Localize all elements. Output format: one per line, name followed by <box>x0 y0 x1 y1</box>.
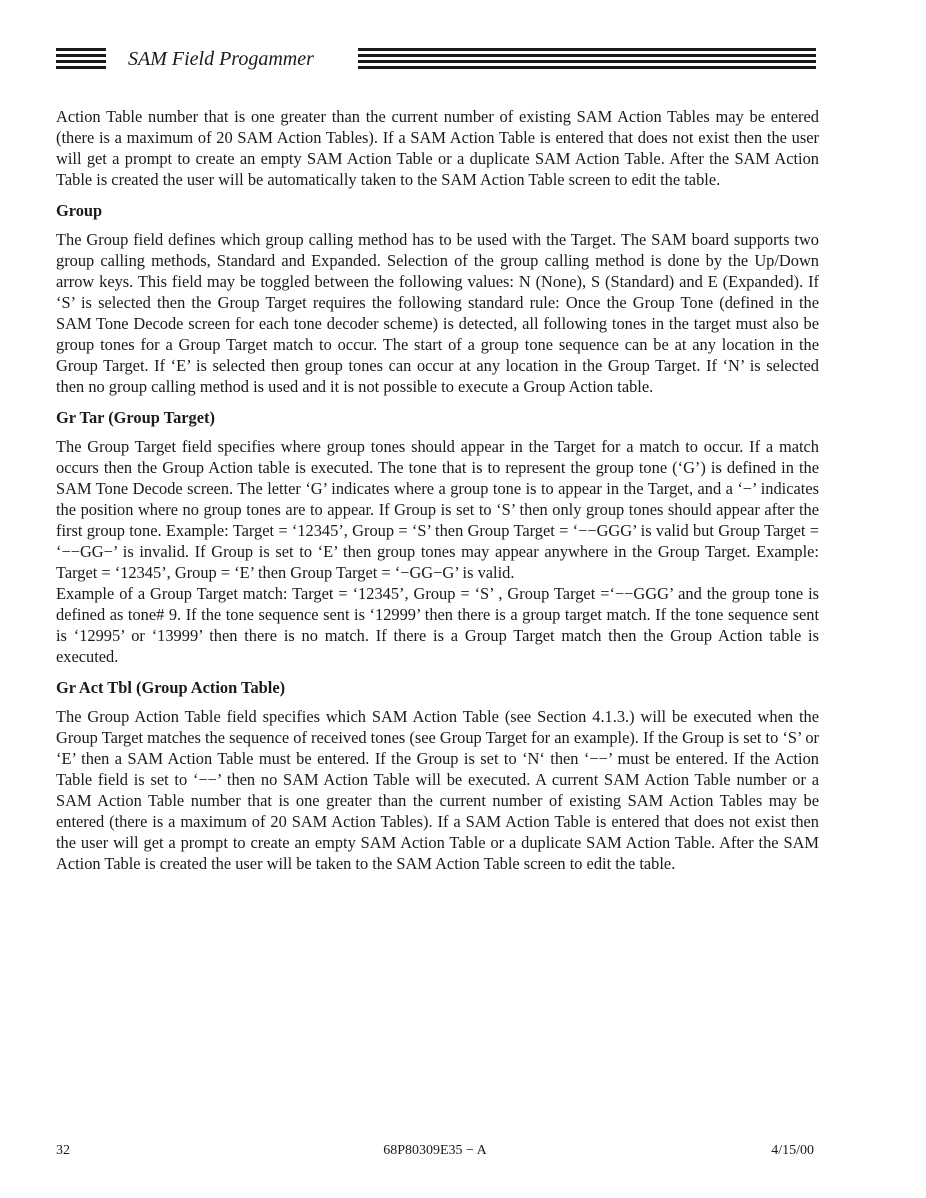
document-id: 68P80309E35 − A <box>383 1143 487 1158</box>
page-body <box>56 106 819 874</box>
body-paragraph: The Group field defines which group calling method has to be used with the Target. The SAM board supports two group calling methods, Standard and Expanded. Selection of the group calling method is done by the Up/Down arrow keys. This field may be toggled between the following values: N (None), S (Standard) and E (Expanded). If ‘S’ is selected then the Group Target requires the following standard rule: Once the Group Tone (defined in the SAM Tone Decode screen for each tone decoder scheme) is detected, all following tones in the target must also be group tones for a Group Target match to occur. The start of a group tone sequence can be at any location in the Group Target. If ‘E’ is selected then group tones can occur at any location in the Group Target. If ‘N’ is selected then no group calling method is used and it is not possible to execute a Group Action table. <box>56 230 819 396</box>
page-number: 32 <box>56 1143 70 1158</box>
body-paragraph: Example of a Group Target match: Target = ‘12345’, Group = ‘S’ , Group Target =‘−−GGG’ and the group tone is defined as tone# 9. If the tone sequence sent is ‘12999’ then there is a group target match. If the tone sequence sent is ‘12995’ or ‘13999’ then there is no match. If there is a Group Target match then the Group Action table is executed. <box>56 584 819 666</box>
page-footer <box>56 1141 814 1161</box>
section-heading: Gr Tar (Group Target) <box>56 408 215 427</box>
body-paragraph: The Group Target field specifies where group tones should appear in the Target for a match to occur. If a match occurs then the Group Action table is executed. The tone that is to represent the group tone (‘G’) is defined in the SAM Tone Decode screen. The letter ‘G’ indicates where a group tone is to appear in the Target, and a ‘−’ indicates the position where no group tones are to appear. If Group is set to ‘S’ then only group tones should appear after the first group tone. Example: Target = ‘12345’, Group = ‘S’ then Group Target = ‘−−GGG’ is valid but Group Target = ‘−−GG−’ is invalid. If Group is set to ‘E’ then group tones may appear anywhere in the Group Target. Example: Target = ‘12345’, Group = ‘E’ then Group Target = ‘−GG−G’ is valid. <box>56 437 819 582</box>
group-section <box>56 200 819 397</box>
section-heading: Gr Act Tbl (Group Action Table) <box>56 678 286 697</box>
document-date: 4/15/00 <box>771 1143 814 1158</box>
header-rule-right <box>358 48 816 70</box>
header-title: SAM Field Progammer <box>128 48 314 70</box>
intro-section <box>56 106 819 190</box>
page-header <box>56 42 816 76</box>
group-target-section <box>56 407 819 667</box>
body-paragraph: The Group Action Table field specifies which SAM Action Table (see Section 4.1.3.) will be executed when the Group Target matches the sequence of received tones (see Group Target for an example). If the Group is set to ‘S’ or ‘E’ then a SAM Action Table must be entered. If the Group is set to ‘N‘ then ‘−−’ must be entered. If the Action Table field is set to ‘−−’ then no SAM Action Table will be executed. A current SAM Action Table number or a SAM Action Table number that is one greater than the current number of existing SAM Action Tables may be entered (there is a maximum of 20 SAM Action Tables). If a SAM Action Table is entered that does not exist then the user will get a prompt to create an empty SAM Action Table or a duplicate SAM Action Table. After the SAM Action Table is created the user will be taken to the SAM Action Table screen to edit the table. <box>56 707 819 873</box>
header-rule-left <box>56 48 106 70</box>
section-heading: Group <box>56 201 103 220</box>
body-paragraph: Action Table number that is one greater than the current number of existing SAM Action Tables may be entered (there is a maximum of 20 SAM Action Tables). If a SAM Action Table is entered that does not exist then the user will get a prompt to create an empty SAM Action Table or a duplicate SAM Action Table. After the SAM Action Table is created the user will be automatically taken to the SAM Action Table screen to edit the table. <box>56 107 819 189</box>
group-action-table-section <box>56 677 819 874</box>
